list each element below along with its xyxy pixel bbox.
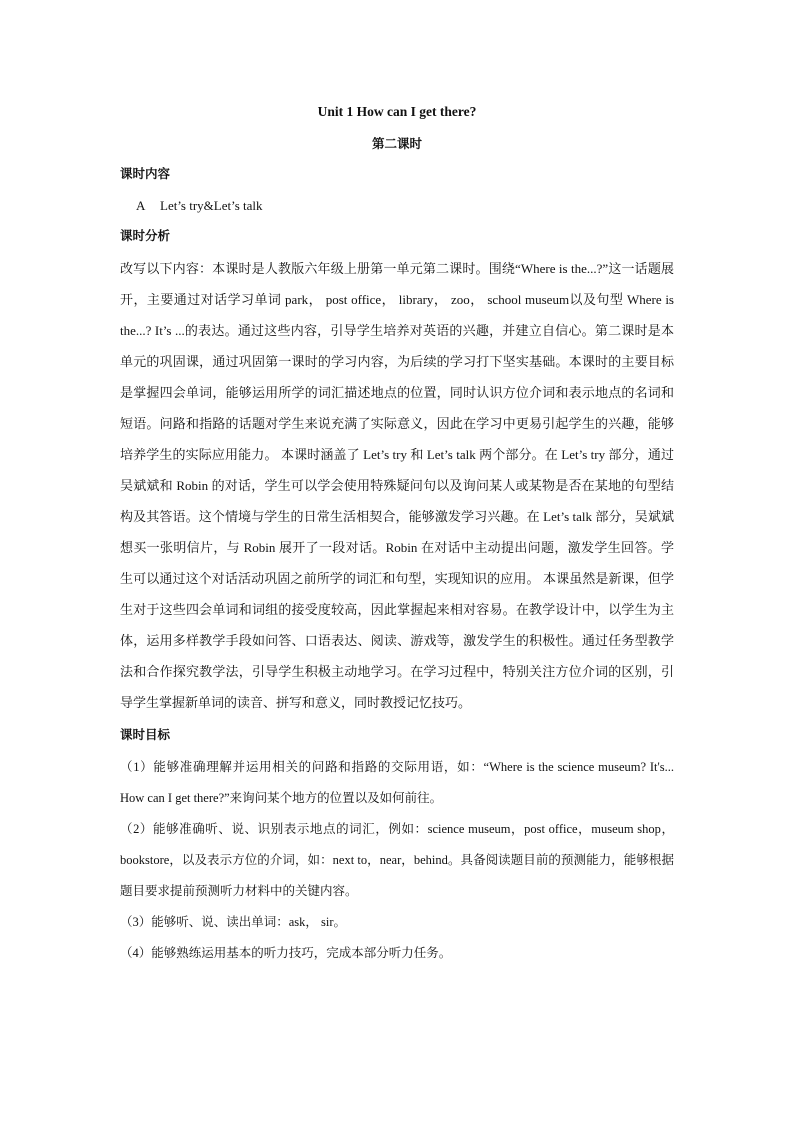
document-title: Unit 1 How can I get there? [317, 104, 477, 119]
objective-item: （2）能够准确听、说、识别表示地点的词汇，例如：science museum，post office，museum shop，bookstore，以及表示方位的介词，如：next to，near，behind。具备阅读题目前的预测能力，能够根据题目要求提前预测听力材料中的关键内容。 [120, 822, 674, 898]
lesson-line [136, 197, 674, 215]
objective-item: （1）能够准确理解并运用相关的问路和指路的交际用语，如：“Where is the science museum? It's... How can I get there?”来询问某个地方的位置以及如何前往。 [120, 760, 674, 805]
lesson-text: Let’s try&Let’s talk [160, 198, 263, 213]
content-heading: 课时内容 [120, 166, 171, 181]
analysis-heading: 课时分析 [120, 228, 171, 243]
objective-item: （3）能够听、说、读出单词：ask， sir。 [120, 915, 347, 929]
lesson-label: A [136, 198, 146, 213]
document-subtitle: 第二课时 [371, 136, 422, 151]
objective-item: （4）能够熟练运用基本的听力技巧，完成本部分听力任务。 [120, 946, 452, 960]
analysis-paragraph: 改写以下内容：本课时是人教版六年级上册第一单元第二课时。围绕“Where is the...?”这一话题展开，主要通过对话学习单词 park， post office， library， zoo， school museum以及句型 Where is the...? It’s ...的表达。通过这些内容，引导学生培养对英语的兴趣，并建立自信心。第二课时是本单元的巩固课，通过巩固第一课时的学习内容，为后续的学习打下坚实基础。本课时的主要目标是掌握四会单词，能够运用所学的词汇描述地点的位置，同时认识方位介词和表示地点的名词和短语。问路和指路的话题对学生来说充满了实际意义，因此在学习中更易引起学生的兴趣，能够培养学生的实际应用能力。 本课时涵盖了 Let’s try 和 Let’s talk 两个部分。在 Let’s try 部分，通过吴斌斌和 Robin 的对话，学生可以学会使用特殊疑问句以及询问某人或某物是否在某地的句型结构及其答语。这个情境与学生的日常生活相契合，能够激发学习兴趣。在 Let’s talk 部分，吴斌斌想买一张明信片，与 Robin 展开了一段对话。Robin 在对话中主动提出问题，激发学生回答。学生可以通过这个对话活动巩固之前所学的词汇和句型，实现知识的应用。 本课虽然是新课，但学生对于这些四会单词和词组的接受度较高，因此掌握起来相对容易。在教学设计中，以学生为主体，运用多样教学手段如问答、口语表达、阅读、游戏等，激发学生的积极性。通过任务型教学法和合作探究教学法，引导学生积极主动地学习。在学习过程中，特别关注方位介词的区别，引导学生掌握新单词的读音、拼写和意义，同时教授记忆技巧。 [120, 261, 674, 710]
objectives-heading: 课时目标 [120, 727, 171, 742]
objectives-list [120, 752, 674, 969]
